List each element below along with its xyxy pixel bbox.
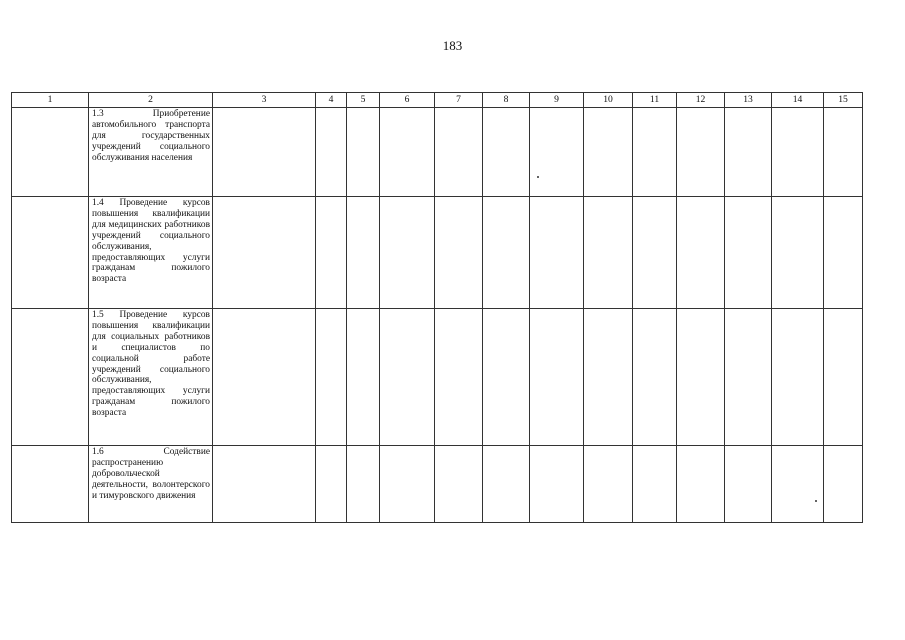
table-cell xyxy=(633,108,677,197)
table-cell xyxy=(772,108,824,197)
table-cell xyxy=(380,197,435,309)
table-cell xyxy=(725,309,772,446)
table-cell xyxy=(772,446,824,523)
table-cell xyxy=(213,309,316,446)
header-row xyxy=(12,93,863,108)
program-table xyxy=(11,92,863,523)
table-cell xyxy=(772,309,824,446)
table-cell xyxy=(633,309,677,446)
table-cell xyxy=(316,108,347,197)
row-description-cell xyxy=(89,108,213,197)
column-header: 12 xyxy=(677,93,725,108)
table-cell xyxy=(347,108,380,197)
column-header: 4 xyxy=(316,93,347,108)
table-cell xyxy=(633,446,677,523)
table-cell xyxy=(824,309,863,446)
table-cell xyxy=(12,197,89,309)
table-cell xyxy=(347,446,380,523)
table-cell xyxy=(347,309,380,446)
column-header: 5 xyxy=(347,93,380,108)
table-cell xyxy=(483,446,530,523)
table-cell xyxy=(316,309,347,446)
scan-speck xyxy=(537,176,539,178)
table-cell xyxy=(12,108,89,197)
column-header: 15 xyxy=(824,93,863,108)
table-cell xyxy=(12,309,89,446)
table-row xyxy=(12,108,863,197)
table-cell xyxy=(435,309,483,446)
table-cell xyxy=(677,108,725,197)
page-number: 183 xyxy=(442,38,463,53)
table-cell xyxy=(380,108,435,197)
table-cell xyxy=(213,197,316,309)
table-cell xyxy=(824,197,863,309)
column-header: 7 xyxy=(435,93,483,108)
column-header: 10 xyxy=(584,93,633,108)
scan-speck xyxy=(815,500,817,502)
table-cell xyxy=(584,108,633,197)
table-cell xyxy=(483,108,530,197)
table-cell xyxy=(12,446,89,523)
table-cell xyxy=(772,197,824,309)
column-header: 1 xyxy=(12,93,89,108)
table-cell xyxy=(530,108,584,197)
table-cell xyxy=(725,446,772,523)
column-header: 2 xyxy=(89,93,213,108)
table-cell xyxy=(633,197,677,309)
column-header: 13 xyxy=(725,93,772,108)
table-cell xyxy=(435,446,483,523)
table-cell xyxy=(677,309,725,446)
table-row xyxy=(12,309,863,446)
row-description: 1.6 Содействие распространению добровольческой деятельности, волонтерского и тимуровского движения xyxy=(92,447,210,501)
table-cell xyxy=(530,197,584,309)
table-cell xyxy=(677,446,725,523)
table-cell xyxy=(584,446,633,523)
row-description-cell xyxy=(89,446,213,523)
table-cell xyxy=(435,108,483,197)
column-header: 11 xyxy=(633,93,677,108)
table-cell xyxy=(530,446,584,523)
table-cell xyxy=(380,309,435,446)
table-cell xyxy=(725,108,772,197)
table-cell xyxy=(483,197,530,309)
row-description: 1.3 Приобретение автомобильного транспорта для государственных учреждений социального обслуживания населения xyxy=(92,109,210,163)
table-cell xyxy=(316,446,347,523)
table-cell xyxy=(584,197,633,309)
column-header: 9 xyxy=(530,93,584,108)
column-header: 14 xyxy=(772,93,824,108)
table-cell xyxy=(725,197,772,309)
table-row xyxy=(12,446,863,523)
column-header: 6 xyxy=(380,93,435,108)
column-header: 3 xyxy=(213,93,316,108)
table-cell xyxy=(435,197,483,309)
table-cell xyxy=(483,309,530,446)
table-cell xyxy=(213,446,316,523)
table-cell xyxy=(530,309,584,446)
row-description-cell xyxy=(89,197,213,309)
row-description-cell xyxy=(89,309,213,446)
column-header: 8 xyxy=(483,93,530,108)
table-cell xyxy=(824,446,863,523)
row-description: 1.5 Проведение курсов повышения квалификации для социальных работников и специалистов по социальной работе учреждений социального обслуживания, предоставляющих услуги гражданам пожилого возраста xyxy=(92,310,210,419)
table-cell xyxy=(380,446,435,523)
table-row xyxy=(12,197,863,309)
table-cell xyxy=(316,197,347,309)
table-cell xyxy=(677,197,725,309)
row-description: 1.4 Проведение курсов повышения квалификации для медицинских работников учреждений социального обслуживания, предоставляющих услуги гражданам пожилого возраста xyxy=(92,198,210,285)
table-cell xyxy=(824,108,863,197)
table-cell xyxy=(213,108,316,197)
table-cell xyxy=(584,309,633,446)
table-cell xyxy=(347,197,380,309)
